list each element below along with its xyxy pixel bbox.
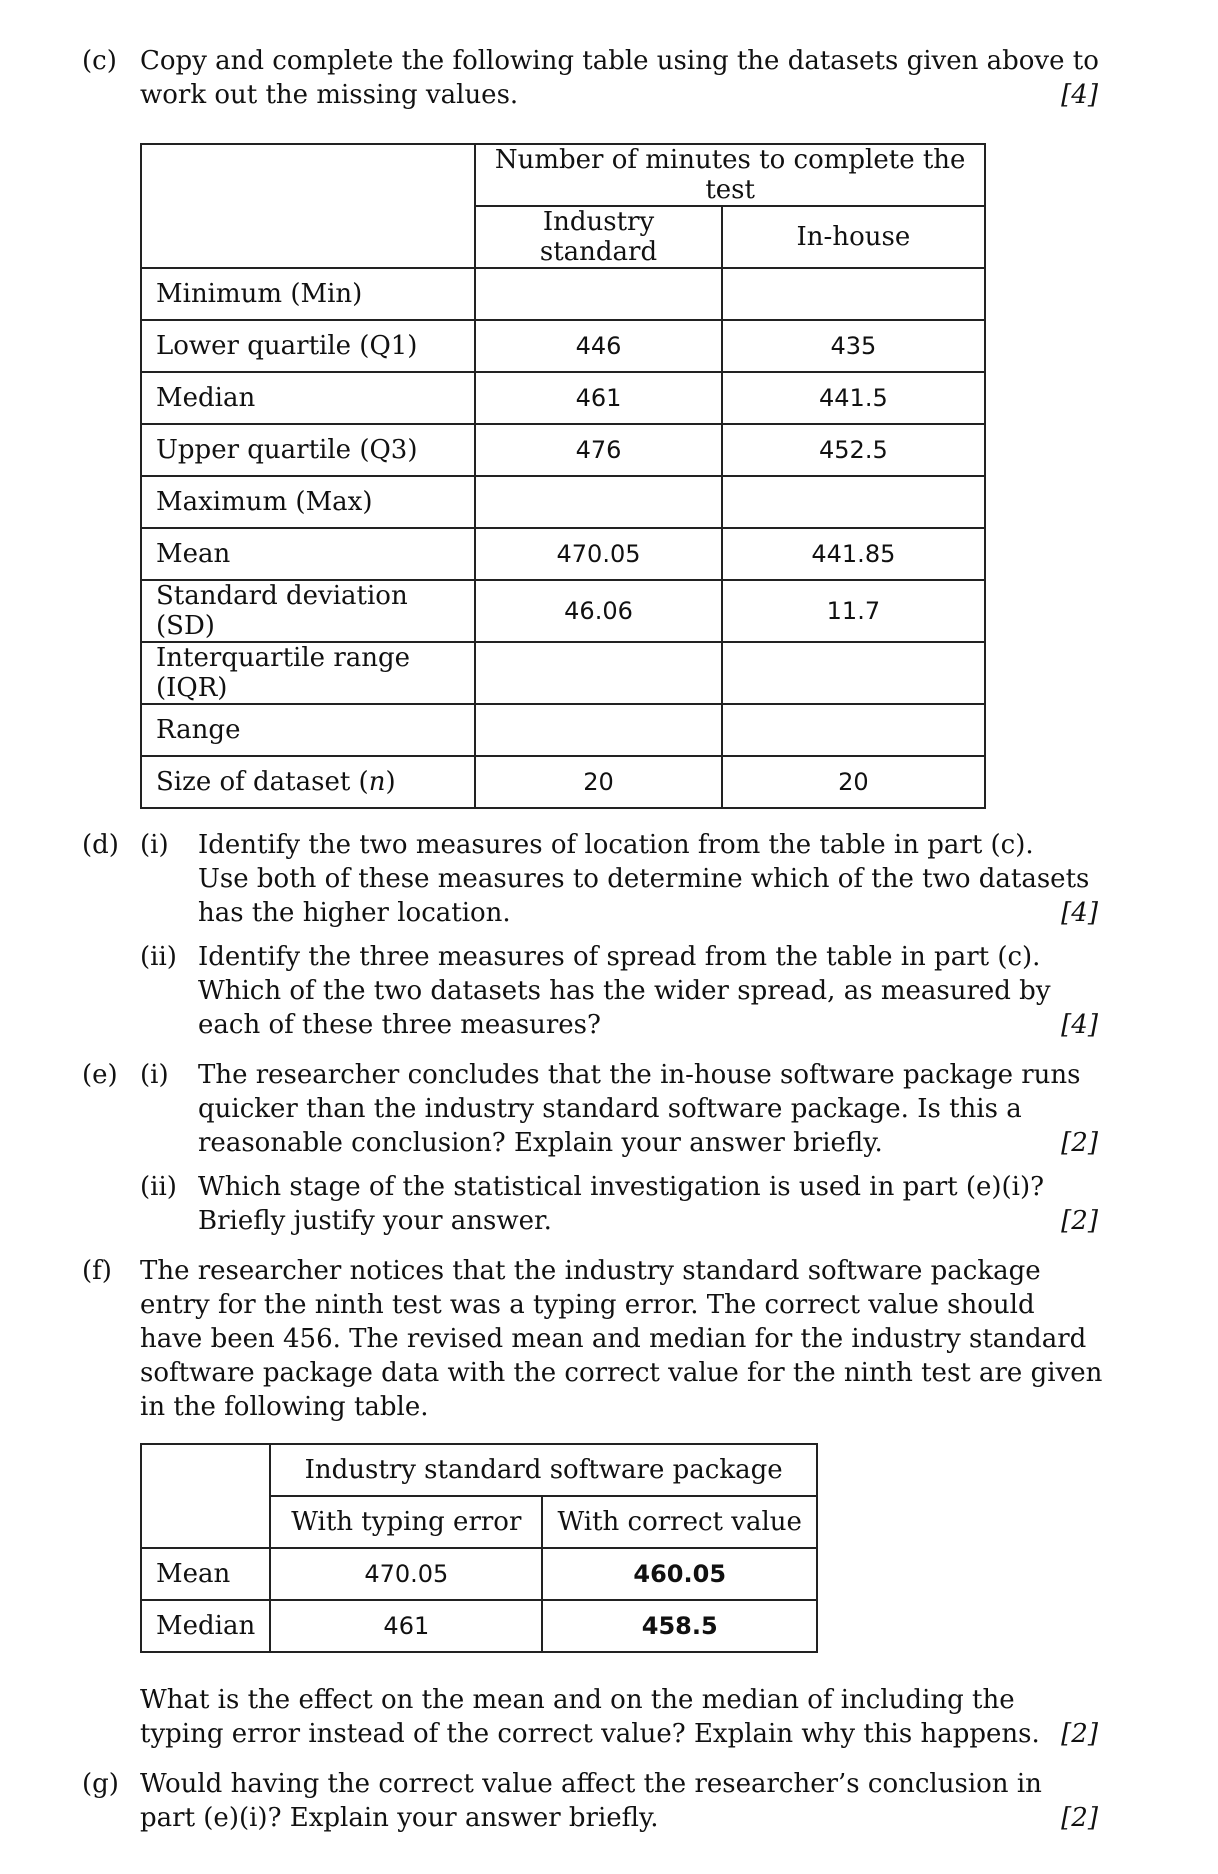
row-label-prefix: Size of dataset ( (156, 767, 369, 797)
part-e-ii-marks: [2] (1061, 1206, 1098, 1236)
part-d-ii-label: (ii) (140, 942, 177, 972)
table-row (141, 268, 985, 320)
part-e-i-marks: [2] (1061, 1128, 1098, 1158)
table-row (141, 756, 985, 808)
table-row (141, 1548, 817, 1600)
part-d-i-label: (i) (140, 830, 169, 860)
row-label: Range (141, 704, 475, 756)
cell-industry: 461 (475, 372, 721, 424)
part-d-ii-marks: [4] (1061, 1010, 1098, 1040)
cell-inhouse: 441.85 (722, 528, 985, 580)
cell-correct-value: 460.05 (542, 1548, 817, 1600)
row-label: Median (141, 372, 475, 424)
cell-typing-error: 470.05 (270, 1548, 542, 1600)
table-row (141, 476, 985, 528)
part-f-line3: have been 456. The revised mean and median for the industry standard (140, 1324, 1087, 1354)
part-f-line4: software package data with the correct value for the ninth test are given (140, 1358, 1103, 1388)
cell-industry (475, 642, 721, 704)
part-f-marks: [2] (1061, 1719, 1098, 1749)
table-corner-cell (141, 1444, 270, 1548)
part-d-i-line2: Use both of these measures to determine which of the two datasets (198, 864, 1090, 894)
cell-inhouse (722, 268, 985, 320)
part-d-i-line1: Identify the two measures of location from the table in part (c). (198, 830, 1034, 860)
column-header-typing-error: With typing error (270, 1496, 542, 1548)
row-label: Interquartile range (IQR) (141, 642, 475, 704)
part-f-line1: The researcher notices that the industry standard software package (140, 1256, 1041, 1286)
part-e-ii-line1: Which stage of the statistical investigation is used in part (e)(i)? (198, 1172, 1045, 1202)
part-e-i-line1: The researcher concludes that the in-house software package runs (198, 1060, 1081, 1090)
part-e-ii-line2: Briefly justify your answer. (198, 1206, 552, 1236)
table-row (141, 320, 985, 372)
part-e-ii-label: (ii) (140, 1172, 177, 1202)
part-c-marks: [4] (1061, 80, 1098, 110)
column-header-industry: Industry standard (475, 206, 721, 268)
table-row (141, 528, 985, 580)
part-d-ii-line3: each of these three measures? (198, 1010, 601, 1040)
cell-typing-error: 461 (270, 1600, 542, 1652)
part-e-i-line2: quicker than the industry standard software package. Is this a (198, 1094, 1022, 1124)
row-label: Maximum (Max) (141, 476, 475, 528)
table-row (141, 424, 985, 476)
part-f-line5: in the following table. (140, 1392, 429, 1422)
table-corner-cell (141, 144, 475, 268)
table-row (141, 372, 985, 424)
row-label: Mean (141, 1548, 270, 1600)
cell-inhouse: 441.5 (722, 372, 985, 424)
part-d-ii-line1: Identify the three measures of spread from the table in part (c). (198, 942, 1041, 972)
part-g-label: (g) (82, 1769, 119, 1799)
part-d-label: (d) (82, 830, 119, 860)
table-header-row (141, 1444, 817, 1496)
cell-industry: 20 (475, 756, 721, 808)
cell-inhouse: 452.5 (722, 424, 985, 476)
row-label: Lower quartile (Q1) (141, 320, 475, 372)
statistics-table (140, 143, 986, 809)
part-e-i-label: (i) (140, 1060, 169, 1090)
part-e-i-line3: reasonable conclusion? Explain your answer briefly. (198, 1128, 883, 1158)
part-g-line1: Would having the correct value affect the researcher’s conclusion in (140, 1769, 1042, 1799)
cell-inhouse: 11.7 (722, 580, 985, 642)
cell-industry (475, 268, 721, 320)
part-d-i-line3: has the higher location. (198, 898, 511, 928)
cell-industry: 46.06 (475, 580, 721, 642)
table-row (141, 642, 985, 704)
revised-values-table (140, 1443, 818, 1653)
part-e-label: (e) (82, 1060, 118, 1090)
column-header-correct-value: With correct value (542, 1496, 817, 1548)
cell-inhouse (722, 704, 985, 756)
row-label: Mean (141, 528, 475, 580)
table-header-main: Industry standard software package (270, 1444, 817, 1496)
cell-industry (475, 704, 721, 756)
row-label: Upper quartile (Q3) (141, 424, 475, 476)
table-row (141, 580, 985, 642)
part-c-label: (c) (82, 46, 117, 76)
row-label: Standard deviation (SD) (141, 580, 475, 642)
part-f-after-line1: What is the effect on the mean and on the median of including the (140, 1685, 1015, 1715)
table-header-row (141, 144, 985, 206)
part-d-ii-line2: Which of the two datasets has the wider spread, as measured by (198, 976, 1051, 1006)
row-label (141, 756, 475, 808)
part-c-text-line2: work out the missing values. (140, 80, 519, 110)
cell-industry: 476 (475, 424, 721, 476)
cell-inhouse (722, 642, 985, 704)
cell-inhouse: 435 (722, 320, 985, 372)
part-g-marks: [2] (1061, 1803, 1098, 1833)
row-label-suffix: ) (385, 767, 396, 797)
part-f-label: (f) (82, 1256, 112, 1286)
cell-inhouse: 20 (722, 756, 985, 808)
cell-industry: 446 (475, 320, 721, 372)
part-d-i-marks: [4] (1061, 898, 1098, 928)
column-header-inhouse: In-house (722, 206, 985, 268)
cell-correct-value: 458.5 (542, 1600, 817, 1652)
row-label-variable: n (368, 767, 386, 797)
table-row (141, 1600, 817, 1652)
cell-industry: 470.05 (475, 528, 721, 580)
part-f-line2: entry for the ninth test was a typing error. The correct value should (140, 1290, 1035, 1320)
row-label: Minimum (Min) (141, 268, 475, 320)
part-g-line2: part (e)(i)? Explain your answer briefly. (140, 1803, 659, 1833)
cell-inhouse (722, 476, 985, 528)
part-c-text-line1: Copy and complete the following table using the datasets given above to (140, 46, 1099, 76)
row-label: Median (141, 1600, 270, 1652)
part-f-after-line2: typing error instead of the correct value? Explain why this happens. (140, 1719, 1040, 1749)
table-header-main: Number of minutes to complete the test (475, 144, 985, 206)
table-row (141, 704, 985, 756)
cell-industry (475, 476, 721, 528)
